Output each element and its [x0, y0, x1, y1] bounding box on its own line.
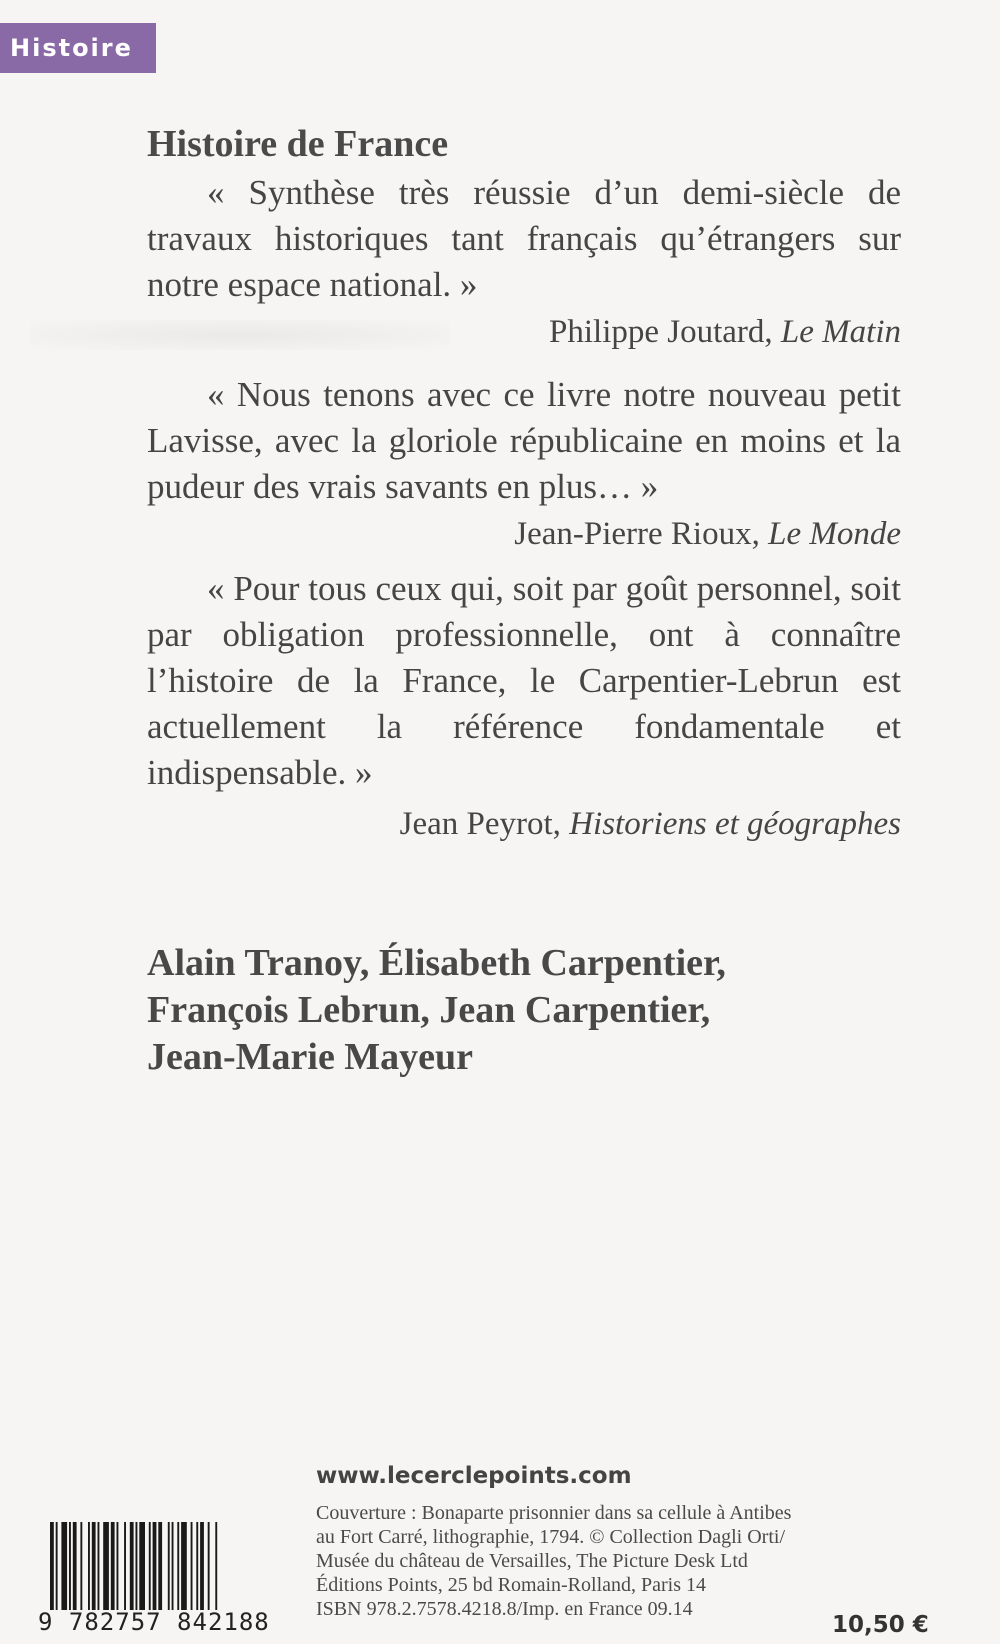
quote-2-attribution: [514, 516, 901, 553]
publisher-website: www.lecerclepoints.com: [316, 1463, 632, 1489]
barcode-bar: [191, 1522, 193, 1610]
quote-1-author: Philippe Joutard,: [549, 314, 773, 350]
barcode-bar: [73, 1522, 77, 1610]
quote-3-attribution: [400, 806, 901, 843]
barcode-bar: [158, 1522, 162, 1610]
barcode-bar: [136, 1522, 138, 1610]
quote-2-author: Jean-Pierre Rioux,: [514, 516, 760, 552]
barcode-bar: [103, 1522, 109, 1610]
barcode-bar: [117, 1522, 119, 1610]
isbn-barcode: [30, 1522, 296, 1640]
barcode-bar: [56, 1522, 58, 1610]
quote-3-source: Historiens et géographes: [569, 806, 901, 842]
quote-3-author: Jean Peyrot,: [399, 806, 561, 842]
authors-list: [147, 940, 901, 1081]
quote-2: « Nous tenons avec ce livre notre nouveau petit Lavisse, avec la gloriole républicaine en moins et la pudeur des vrais savants en plus… »: [147, 375, 901, 506]
quote-1: « Synthèse très réussie d’un demi-siècle de travaux historiques tant français qu’étrangers sur notre espace national. »: [147, 173, 901, 304]
barcode-bar: [69, 1522, 71, 1610]
barcode-bar: [92, 1522, 96, 1610]
barcode-bar: [139, 1522, 145, 1610]
quote-1-attribution: [549, 314, 901, 351]
barcode-bar: [111, 1522, 115, 1610]
barcode-bar: [168, 1522, 170, 1610]
authors-line: François Lebrun, Jean Carpentier,: [147, 989, 711, 1031]
barcode-bar: [50, 1522, 54, 1610]
barcode-bar: [196, 1522, 198, 1610]
credits-line: Couverture : Bonaparte prisonnier dans sa cellule à Antibes: [316, 1502, 792, 1524]
barcode-bar: [98, 1522, 100, 1610]
barcode-bar: [208, 1522, 210, 1610]
barcode-bar: [215, 1522, 217, 1610]
cover-credits: [316, 1501, 876, 1621]
quote-3: « Pour tous ceux qui, soit par goût personnel, soit par obligation professionnelle, ont à connaître l’histoire de la France, le Carpentier-Lebrun est actuellement la référence fondamentale et indispensable. »: [147, 569, 901, 792]
barcode-bar: [153, 1522, 157, 1610]
quote-1-source: Le Matin: [780, 314, 901, 350]
authors-line: Alain Tranoy, Élisabeth Carpentier,: [147, 942, 726, 984]
book-title: Histoire de France: [147, 123, 449, 165]
barcode-bar: [61, 1522, 67, 1610]
barcode-bar: [88, 1522, 90, 1610]
credits-line: Éditions Points, 25 bd Romain-Rolland, Paris 14: [316, 1574, 707, 1596]
print-smudge: [30, 320, 450, 350]
credits-line: ISBN 978.2.7578.4218.8/Imp. en France 09.14: [316, 1598, 693, 1620]
credits-line: Musée du château de Versailles, The Picture Desk Ltd: [316, 1550, 748, 1572]
quote-2-source: Le Monde: [768, 516, 901, 552]
category-tag: Histoire: [0, 23, 156, 73]
barcode-bar: [172, 1522, 174, 1610]
barcode-bar: [181, 1522, 187, 1610]
price-label: 10,50 €: [832, 1612, 929, 1638]
barcode-bar: [149, 1522, 151, 1610]
barcode-bar: [80, 1522, 82, 1610]
barcode-bar: [200, 1522, 204, 1610]
barcode-bar: [177, 1522, 179, 1610]
barcode-bar: [130, 1522, 134, 1610]
authors-line: Jean-Marie Mayeur: [147, 1036, 474, 1078]
credits-line: au Fort Carré, lithographie, 1794. © Collection Dagli Orti/: [316, 1526, 785, 1548]
barcode-bars: [48, 1522, 288, 1610]
barcode-digits: 9 782757 842188: [38, 1608, 270, 1636]
barcode-bar: [124, 1522, 126, 1610]
